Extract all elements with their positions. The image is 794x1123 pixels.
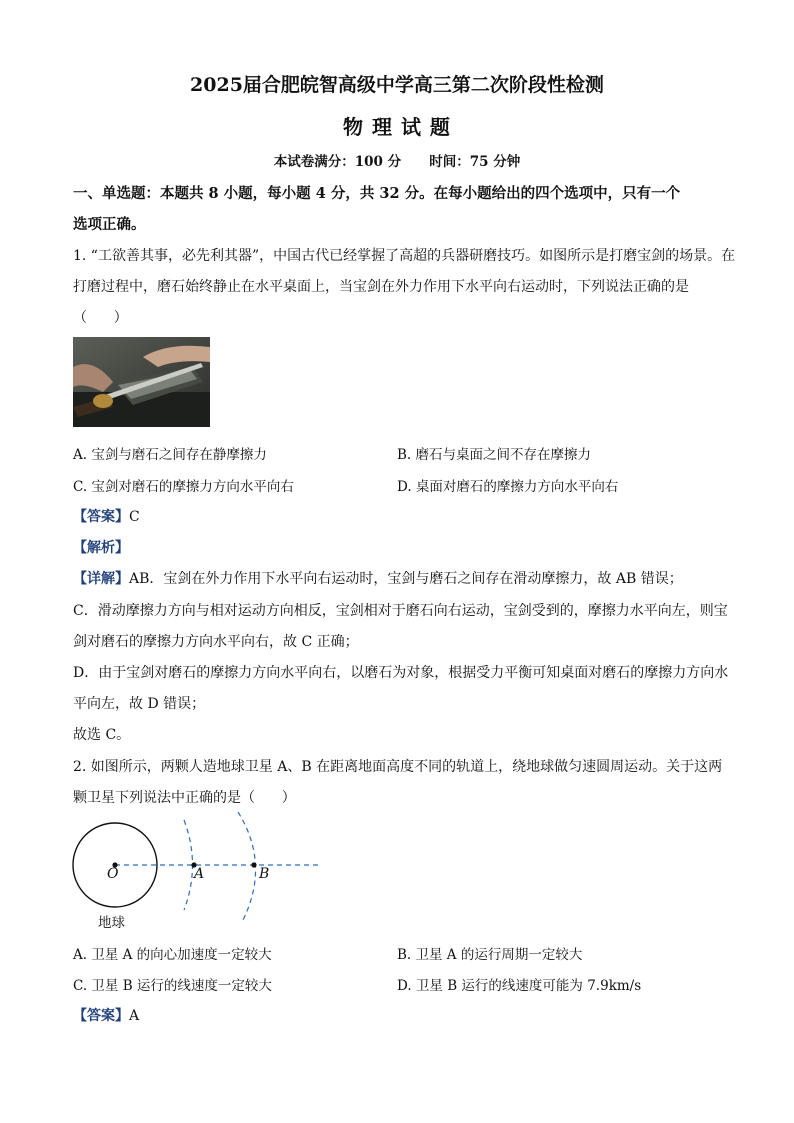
section-heading-line2: 选项正确。 [73, 216, 146, 233]
earth-label: 地球 [98, 915, 125, 931]
analysis-tag: 【解析】 [73, 540, 129, 556]
q1-conclusion: 故选 C。 [73, 727, 131, 743]
q1-option-c: C. 宝剑对磨石的摩擦力方向水平向右 [73, 479, 294, 495]
q1-answer: C [129, 509, 140, 525]
q1-option-b: B. 磨石与桌面之间不存在摩擦力 [397, 447, 592, 463]
q1-detail-1: AB．宝剑在外力作用下水平向右运动时，宝剑与磨石之间存在滑动摩擦力，故 AB 错误； [129, 571, 683, 587]
q2-stem-line2: 颗卫星下列说法中正确的是（ ） [73, 790, 296, 806]
q2-answer-row [73, 1005, 139, 1025]
q2-option-d: D. 卫星 B 运行的线速度可能为 7.9km/s [397, 978, 642, 994]
label-o: O [107, 866, 119, 882]
q1-stem-line1: 1. “工欲善其事，必先利其器”，中国古代已经掌握了高超的兵器研磨技巧。如图所示是打磨宝剑的场景。在 [73, 248, 736, 264]
q2-stem-line1: 2. 如图所示，两颗人造地球卫星 A、B 在距离地面高度不同的轨道上，绕地球做匀速圆周运动。关于这两 [73, 759, 723, 775]
subject-title: 物 理 试 题 [343, 115, 451, 139]
q2-option-c: C. 卫星 B 运行的线速度一定较大 [73, 978, 272, 994]
q1-stem-line3: （ ） [73, 310, 128, 326]
satellite-b-point [251, 862, 256, 867]
q1-option-d: D. 桌面对磨石的摩擦力方向水平向右 [397, 479, 619, 495]
answer-tag: 【答案】 [73, 1008, 129, 1024]
q1-stem-line2: 打磨过程中，磨石始终静止在水平桌面上，当宝剑在外力作用下水平向右运动时，下列说法正确的是 [73, 279, 689, 295]
q2-option-a: A. 卫星 A 的向心加速度一定较大 [73, 947, 272, 963]
detail-tag: 【详解】 [73, 571, 129, 587]
q1-answer-row [73, 506, 140, 526]
section-heading-line1: 一、单选题：本题共 8 小题，每小题 4 分，共 32 分。在每小题给出的四个选项中，只有一个 [73, 185, 681, 202]
sword-sharpening-photo [73, 337, 210, 427]
q1-detail-2a: C．滑动摩擦力方向与相对运动方向相反，宝剑相对于磨石向右运动，宝剑受到的，摩擦力水平向左，则宝 [73, 603, 728, 619]
q2-option-b: B. 卫星 A 的运行周期一定较大 [397, 947, 583, 963]
answer-tag: 【答案】 [73, 509, 129, 525]
q1-option-a: A. 宝剑与磨石之间存在静摩擦力 [73, 447, 267, 463]
q1-detail-2b: 剑对磨石的摩擦力方向水平向右，故 C 正确； [73, 634, 359, 650]
q1-detail-3b: 平向左，故 D 错误； [73, 696, 206, 712]
label-b: B [259, 866, 270, 882]
q1-detail-row1 [73, 568, 683, 588]
label-a: A [194, 866, 205, 882]
q1-detail-3a: D．由于宝剑对磨石的摩擦力方向水平向右，以磨石为对象，根据受力平衡可知桌面对磨石的摩擦力方向水 [73, 665, 729, 681]
exam-info: 本试卷满分：100 分 时间：75 分钟 [273, 154, 521, 170]
q2-answer: A [129, 1008, 140, 1024]
exam-title: 2025届合肥皖智高级中学高三第二次阶段性检测 [190, 74, 604, 96]
